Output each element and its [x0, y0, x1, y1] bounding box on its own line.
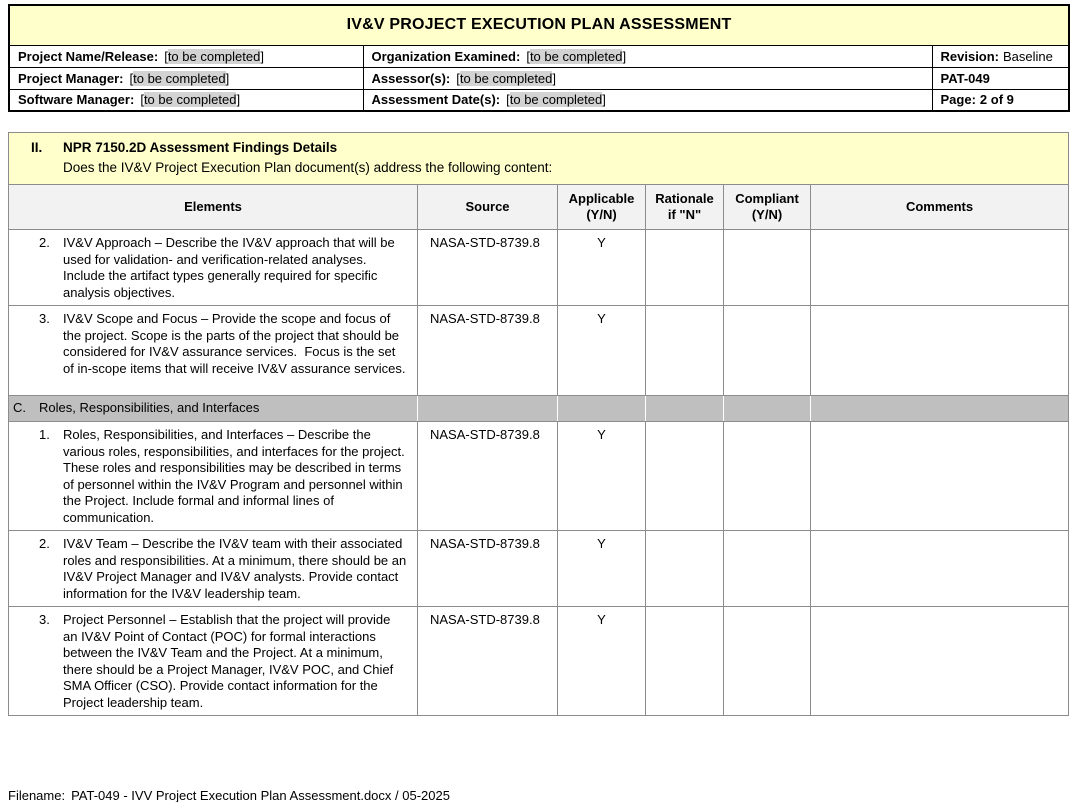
comments-cell[interactable] [811, 422, 1069, 531]
info-row [9, 67, 1069, 89]
revision-label: Revision: [940, 48, 1000, 64]
element-cell [9, 306, 418, 396]
findings-table [8, 132, 1069, 716]
source-cell: NASA-STD-8739.8 [418, 306, 558, 396]
subsection-title-cell [9, 396, 418, 422]
subsection-empty-cell [724, 396, 811, 422]
project-name-cell [9, 45, 363, 67]
project-manager-label: Project Manager: [18, 70, 124, 86]
placeholder-text: to be completed [509, 92, 603, 108]
bracket-open: [ [129, 70, 134, 86]
assessment-date-cell [363, 89, 932, 111]
placeholder-text: to be completed [143, 92, 237, 108]
revision-value: Baseline [1003, 48, 1053, 64]
filename-label: Filename: [8, 788, 66, 802]
page-title: IV&V PROJECT EXECUTION PLAN ASSESSMENT [346, 16, 732, 34]
applicable-cell: Y [558, 230, 646, 306]
organization-label: Organization Examined: [371, 48, 521, 64]
element-cell [9, 531, 418, 607]
applicable-cell: Y [558, 306, 646, 396]
bracket-close: ] [225, 70, 230, 86]
rationale-cell[interactable] [646, 230, 724, 306]
page-label: Page: [940, 92, 976, 108]
title-cell [9, 5, 1069, 45]
bracket-close: ] [260, 48, 264, 64]
comments-cell[interactable] [811, 531, 1069, 607]
element-number: 1. [39, 427, 50, 442]
doc-info-table [8, 4, 1070, 112]
bracket-open: [ [526, 48, 530, 64]
section-title-line [31, 140, 1060, 157]
assessor-label: Assessor(s): [371, 70, 451, 86]
bracket-open: [ [506, 92, 510, 108]
revision-cell [932, 45, 1069, 67]
document-footer [8, 788, 1064, 802]
compliant-cell[interactable] [724, 607, 811, 716]
project-name-label: Project Name/Release: [18, 48, 159, 64]
section-header-row [9, 133, 1069, 185]
assessor-placeholder[interactable] [456, 71, 556, 86]
table-row [9, 422, 1069, 531]
software-manager-placeholder[interactable] [140, 92, 240, 107]
element-cell [9, 607, 418, 716]
source-cell: NASA-STD-8739.8 [418, 531, 558, 607]
rationale-cell[interactable] [646, 306, 724, 396]
section-header-cell [9, 133, 1069, 185]
page-value: 2 of 9 [979, 92, 1014, 108]
subsection-empty-cell [811, 396, 1069, 422]
bracket-open: [ [456, 70, 460, 86]
section-title: NPR 7150.2D Assessment Findings Details [63, 140, 338, 155]
element-number: 3. [39, 311, 50, 326]
organization-cell [363, 45, 932, 67]
pat-number-cell [932, 67, 1069, 89]
bracket-open: [ [140, 92, 144, 108]
element-text: Roles, Responsibilities, and Interfaces – Describe the various roles, responsibilities, and interfaces for the project. These roles and responsibilities may be described in terms of personnel within the IV&V Program and personnel within the Project. Include formal and informal lines of communication. [63, 427, 409, 525]
element-number: 3. [39, 612, 50, 627]
element-cell [9, 422, 418, 531]
software-manager-label: Software Manager: [18, 92, 135, 108]
organization-placeholder[interactable] [526, 49, 626, 64]
applicable-cell: Y [558, 607, 646, 716]
source-cell: NASA-STD-8739.8 [418, 607, 558, 716]
software-manager-cell [9, 89, 363, 111]
placeholder-text: to be completed [459, 70, 553, 86]
compliant-cell[interactable] [724, 531, 811, 607]
element-text: IV&V Team – Describe the IV&V team with their associated roles and responsibilities. At a minimum, there should be an IV&V Project Manager and IV&V analysts. Provide contact information for the IV&V leadership team. [63, 536, 410, 601]
filename-value: PAT-049 - IVV Project Execution Plan Assessment.docx / 05-2025 [71, 788, 450, 802]
comments-cell[interactable] [811, 607, 1069, 716]
subsection-empty-cell [558, 396, 646, 422]
table-row [9, 607, 1069, 716]
applicable-cell: Y [558, 422, 646, 531]
element-text: IV&V Approach – Describe the IV&V approach that will be used for validation- and verification-related analyses. Include the artifact types generally required for specific analysis objectives. [63, 235, 399, 300]
element-cell [9, 230, 418, 306]
col-header-compliant: Compliant (Y/N) [724, 185, 811, 230]
subsection-letter: C. [13, 400, 26, 416]
assessment-date-placeholder[interactable] [506, 92, 606, 107]
info-row [9, 89, 1069, 111]
table-row [9, 230, 1069, 306]
project-manager-cell [9, 67, 363, 89]
element-text: IV&V Scope and Focus – Provide the scope and focus of the project. Scope is the parts of the project that should be considered for IV&V assurance services. Focus is the set of in-scope items that will receive IV&V assurance services. [63, 311, 406, 376]
assessment-date-label: Assessment Date(s): [371, 92, 501, 108]
info-row [9, 45, 1069, 67]
element-number: 2. [39, 235, 50, 250]
placeholder-text: to be completed [529, 48, 623, 64]
rationale-cell[interactable] [646, 607, 724, 716]
element-number: 2. [39, 536, 50, 551]
rationale-cell[interactable] [646, 531, 724, 607]
subsection-empty-cell [418, 396, 558, 422]
subsection-title: Roles, Responsibilities, and Interfaces [39, 400, 260, 416]
col-header-source: Source [418, 185, 558, 230]
subsection-row [9, 396, 1069, 422]
comments-cell[interactable] [811, 230, 1069, 306]
table-row [9, 306, 1069, 396]
section-question: Does the IV&V Project Execution Plan document(s) address the following content: [63, 159, 553, 175]
applicable-cell: Y [558, 531, 646, 607]
table-row [9, 531, 1069, 607]
col-header-applicable: Applicable (Y/N) [558, 185, 646, 230]
col-header-elements: Elements [9, 185, 418, 230]
source-cell: NASA-STD-8739.8 [418, 230, 558, 306]
compliant-cell[interactable] [724, 306, 811, 396]
bracket-open: [ [164, 48, 168, 64]
compliant-cell[interactable] [724, 422, 811, 531]
placeholder-text: to be completed [133, 70, 226, 86]
col-header-rationale: Rationale if "N" [646, 185, 724, 230]
project-name-placeholder[interactable] [164, 49, 264, 64]
column-header-row [9, 185, 1069, 230]
compliant-cell[interactable] [724, 230, 811, 306]
section-numeral: II. [31, 140, 43, 155]
title-row [9, 5, 1069, 45]
project-manager-placeholder[interactable] [129, 71, 229, 86]
subsection-empty-cell [646, 396, 724, 422]
comments-cell[interactable] [811, 306, 1069, 396]
bracket-close: ] [552, 70, 557, 86]
col-header-comments: Comments [811, 185, 1069, 230]
assessor-cell [363, 67, 932, 89]
bracket-close: ] [602, 92, 606, 108]
source-cell: NASA-STD-8739.8 [418, 422, 558, 531]
rationale-cell[interactable] [646, 422, 724, 531]
placeholder-text: to be completed [167, 48, 261, 64]
bracket-close: ] [622, 48, 627, 64]
element-text: Project Personnel – Establish that the project will provide an IV&V Point of Contact (POC) for formal interactions between the IV&V Team and the Project. At a minimum, there should be a Project Manager, IV&V POC, and Chief SMA Officer (CSO). Provide contact information for the Project leadership team. [63, 612, 397, 710]
page-number-cell [932, 89, 1069, 111]
pat-number: PAT-049 [940, 70, 990, 86]
bracket-close: ] [236, 92, 241, 108]
